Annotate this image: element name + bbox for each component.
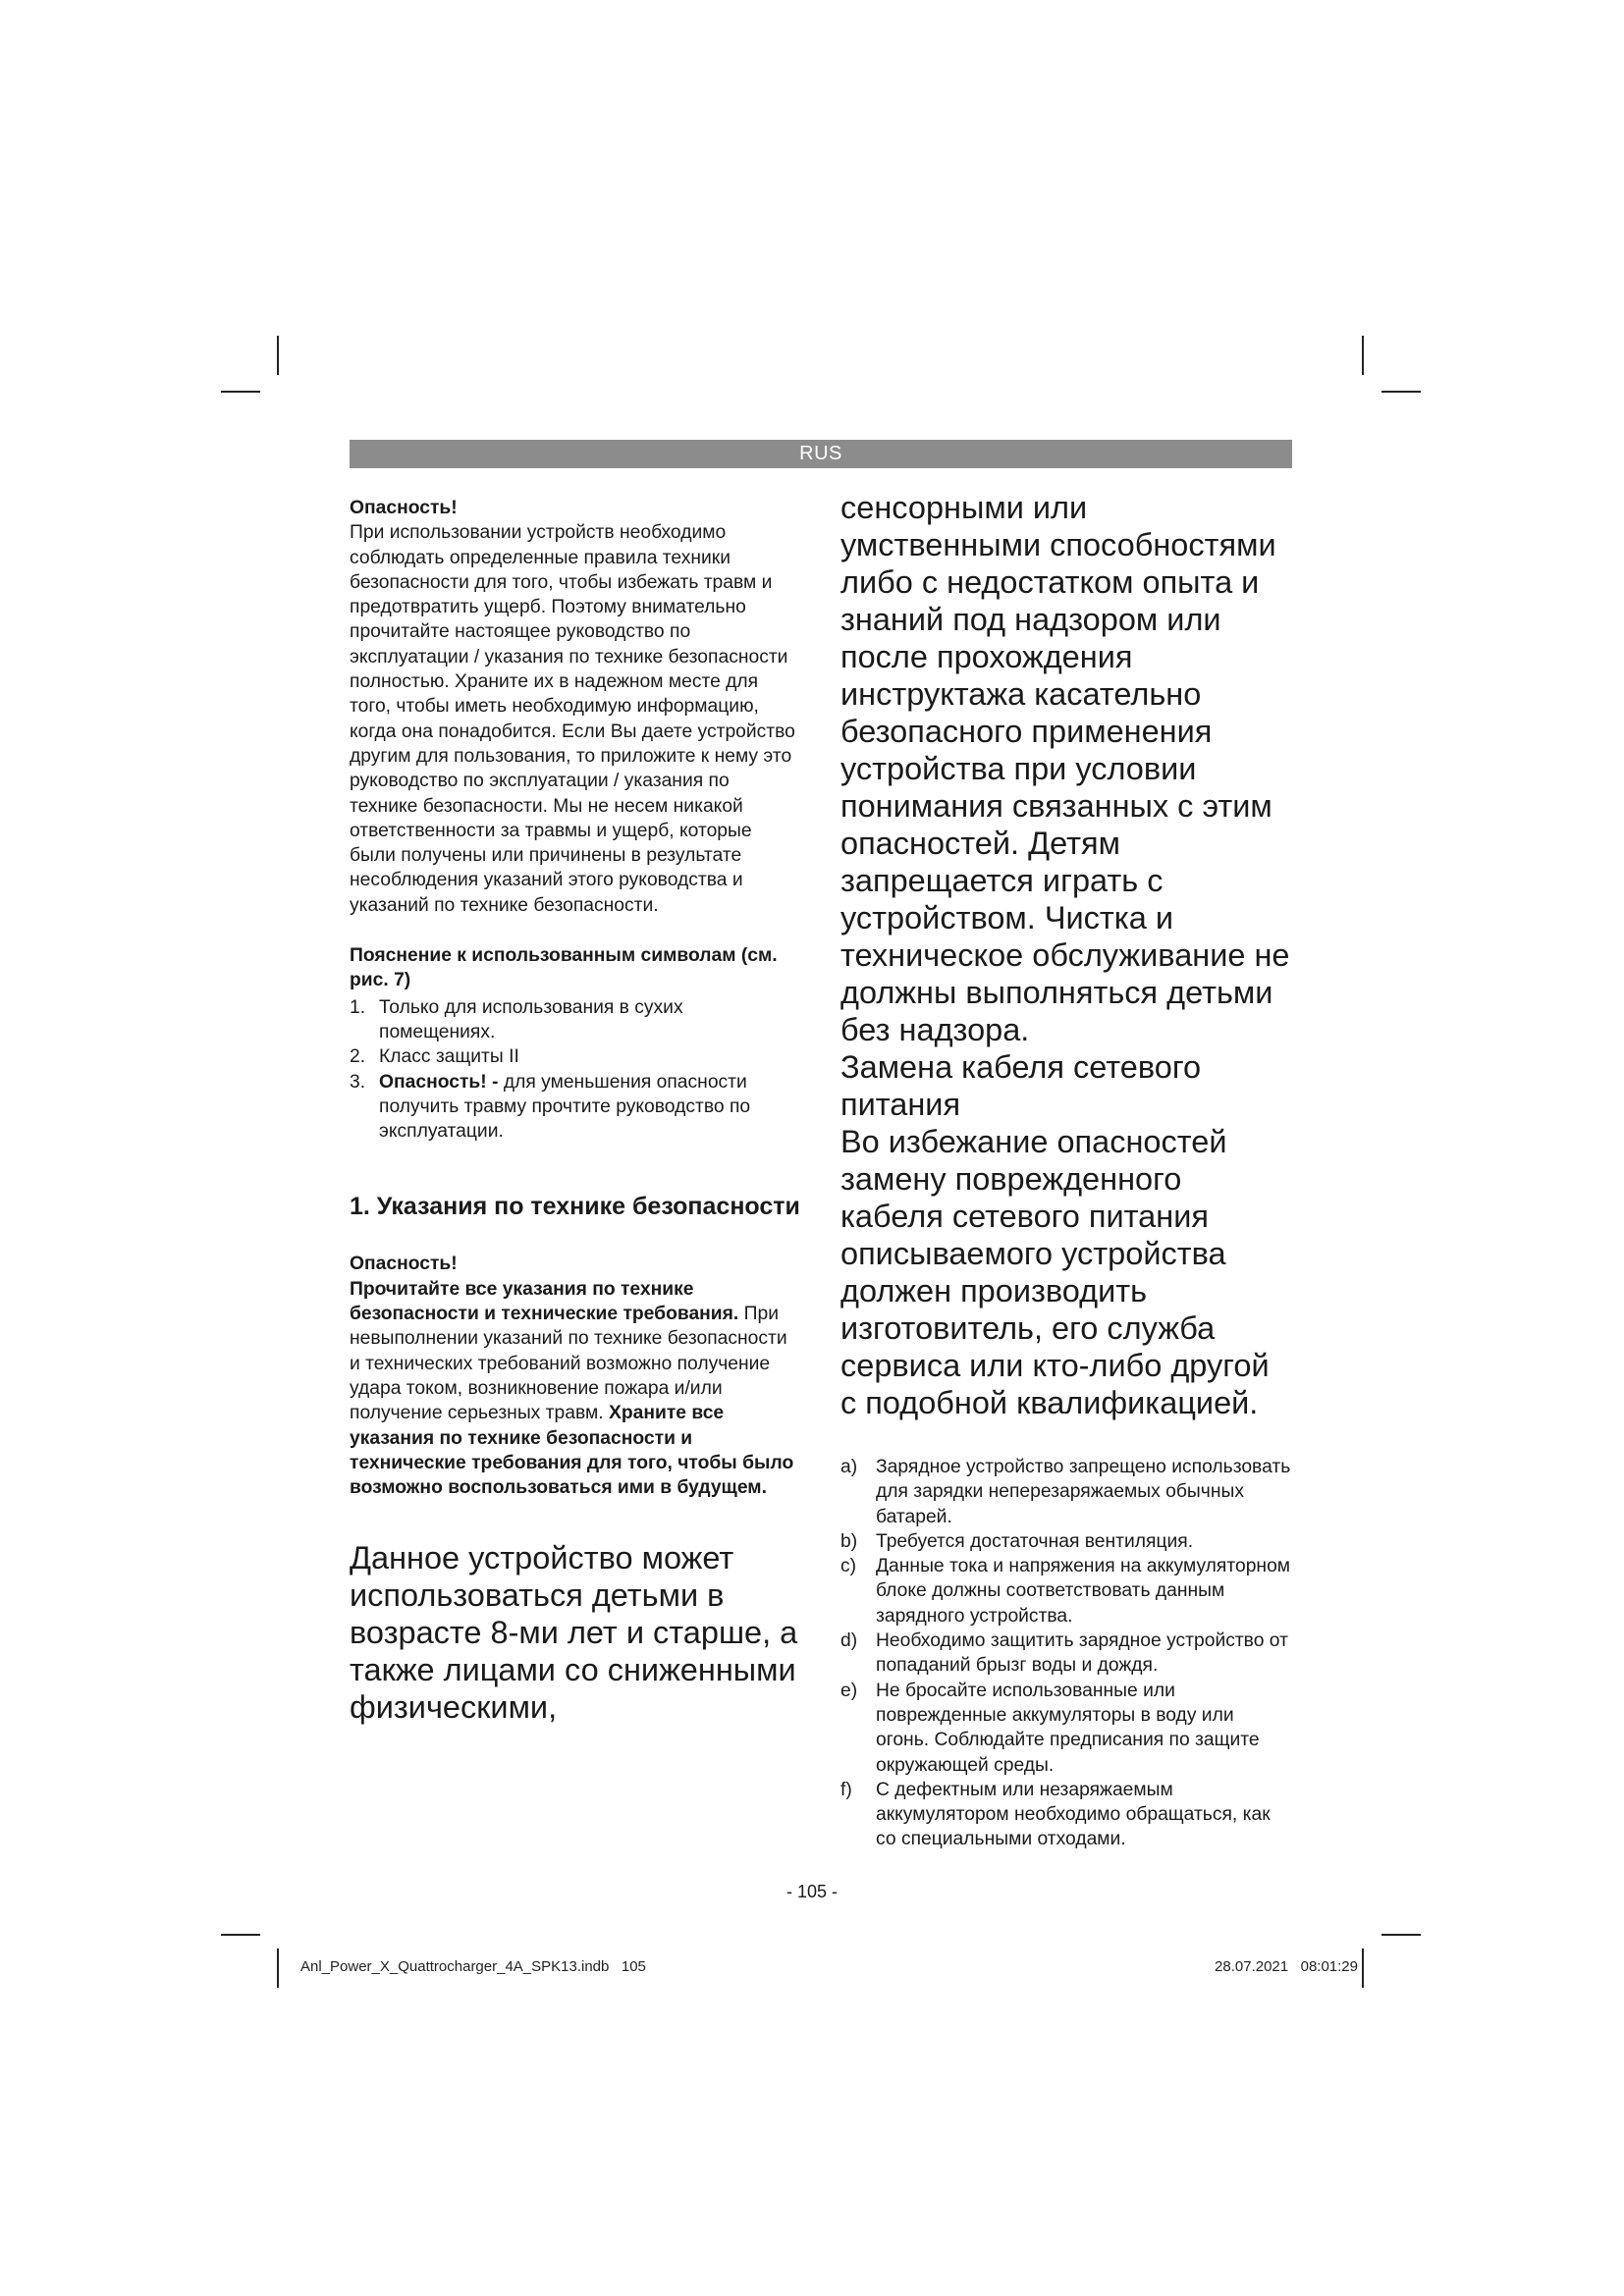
list-item: 2. Класс защиты II: [350, 1044, 801, 1069]
footer-file-name: Anl_Power_X_Quattrocharger_4A_SPK13.indb 105: [300, 1958, 646, 1975]
cable-heading: Замена кабеля сетевого питания: [840, 1049, 1202, 1122]
crop-mark-bottom-right-h: [1381, 1934, 1421, 1936]
crop-mark-top-left-v: [277, 336, 279, 375]
list-item: b) Требуется достаточная вентиляция.: [840, 1530, 1194, 1552]
crop-mark-top-right-v: [1362, 336, 1364, 375]
page-number: - 105 -: [785, 1882, 839, 1901]
list-item-text: Только для использования в сухих помещениях.: [379, 996, 683, 1042]
list-item: 3. Опасность! - для уменьшения опасности получить травму прочтите руководство по эксплуатации.: [350, 1070, 801, 1145]
danger2-paragraph: Прочитайте все указания по технике безопасности и технические требования. При невыполнении указаний по технике безопасности и технических требований возможно получение удара током, возникновение пожара и/или получение серьезных травм. Храните все указания по технике безопасности и технические требования для того, чтобы было возможно воспользоваться ими в будущем.: [350, 1278, 794, 1499]
language-header-bar: [350, 440, 1292, 468]
danger-paragraph: При использовании устройств необходимо соблюдать определенные правила техники безопасности для того, чтобы избежать травм и предотвратить ущерб. Поэтому внимательно прочитайте настоящее руководство по эксплуатации / указания по технике безопасности полностью. Храните их в надежном месте для того, чтобы иметь необходимую информацию, когда она понадобится. Если Вы даете устройство другим для пользования, то приложите к нему это руководство по эксплуатации / указания по технике безопасности. Мы не несем никакой ответственности за травмы и ущерб, которые были получены или причинены в результате несоблюдения указаний этого руководства и указаний по технике безопасности.: [350, 522, 795, 916]
list-item-text: Опасность! - для уменьшения опасности получить травму прочтите руководство по эксплуатации.: [379, 1071, 751, 1143]
list-item: 1. Только для использования в сухих помещениях.: [350, 995, 801, 1045]
children-warning-continued: сенсорными или умственными способностями либо с недостатком опыта и знаний под надзором или после прохождения инструктажа касательно безопасного применения устройства при условии понимания связанных с этим опасностей. Детям запрещается играть с устройством. Чистка и техническое обслуживание не должны выполняться детьми без надзора.: [840, 490, 1290, 1047]
section-title: 1. Указания по технике безопасности: [350, 1193, 800, 1221]
cable-paragraph: Во избежание опасностей замену поврежденного кабеля сетевого питания описываемого устройства должен производить изготовитель, его служба сервиса или кто-либо другой с подобной квалификацией.: [840, 1124, 1270, 1420]
danger2-heading: Опасность!: [350, 1254, 458, 1275]
list-item: f) С дефектным или незаряжаемым аккумулятором необходимо обращаться, как со специальными отходами.: [840, 1779, 1271, 1850]
crop-mark-top-left-h: [221, 391, 260, 393]
left-column: [350, 496, 801, 1726]
footer-datetime: 28.07.2021 08:01:29: [1215, 1958, 1358, 1975]
crop-mark-top-right-h: [1381, 391, 1421, 393]
list-item: e) Не бросайте использованные или поврежденные аккумуляторы в воду или огонь. Соблюдайте предписания по защите окружающей среды.: [840, 1680, 1260, 1776]
children-warning-start: Данное устройство может использоваться детьми в возрасте 8-ми лет и старше, а также лицами со сниженными физическими,: [350, 1540, 798, 1726]
list-item: a) Зарядное устройство запрещено использовать для зарядки неперезаряжаемых обычных батарей.: [840, 1457, 1291, 1527]
crop-mark-bottom-left-h: [221, 1934, 260, 1936]
symbols-list: [350, 995, 801, 1145]
crop-mark-bottom-left-v: [277, 1949, 279, 1988]
language-label: RUS: [799, 443, 842, 464]
list-item: d) Необходимо защитить зарядное устройство от попаданий брызг воды и дождя.: [840, 1630, 1288, 1677]
danger-heading: Опасность!: [350, 498, 458, 518]
right-column: [840, 489, 1292, 1852]
list-item: c) Данные тока и напряжения на аккумуляторном блоке должны соответствовать данным зарядного устройства.: [840, 1556, 1291, 1627]
charger-rules-list: [840, 1455, 1292, 1852]
symbols-heading: Пояснение к использованным символам (см. рис. 7): [350, 945, 778, 991]
crop-mark-bottom-right-v: [1362, 1949, 1364, 1988]
list-item-text: Класс защиты II: [379, 1046, 519, 1068]
